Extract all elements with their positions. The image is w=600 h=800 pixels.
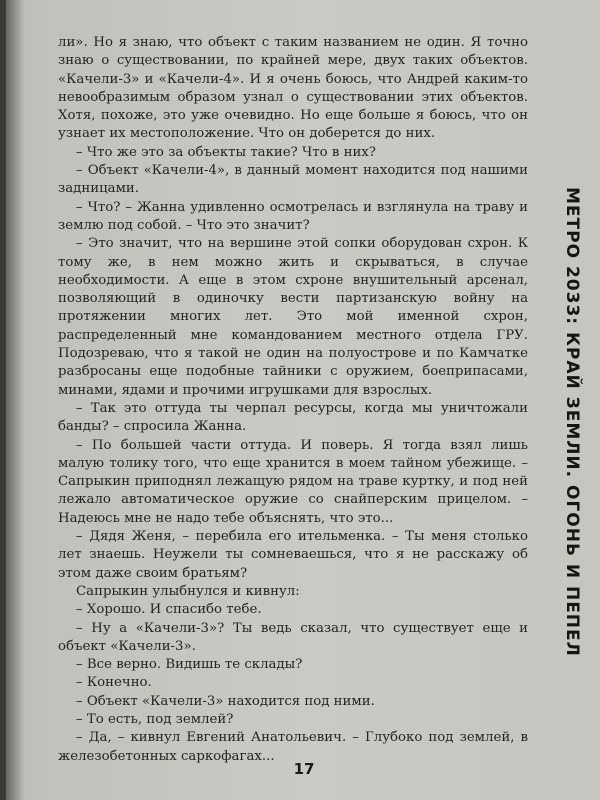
paragraph: – Объект «Качели-4», в данный момент находится под нашими задницами. [58,163,528,197]
paragraph: – Конечно. [76,675,152,691]
book-page [6,0,600,800]
spine-shadow [6,0,24,800]
paragraph: – Дядя Женя, – перебила его ительменка. – Ты меня столько лет знаешь. Неужели ты сомневаешься, что я не расскажу об этом даже своим братьям? [58,529,528,581]
paragraph: – Объект «Качели-3» находится под ними. [76,693,375,709]
paragraph: – Это значит, что на вершине этой сопки оборудован схрон. К тому же, в нем можно жить и скрываться, в случае необходимости. А еще в этом схроне внушительный арсенал, позволяющий в одиночку вести партизанскую войну на протяжении многих лет. Это мой именной схрон, распределенный мне командованием местного отдела ГРУ. Подозреваю, что я такой не один на полуострове и по Камчатке разбросаны еще подобные тайники с оружием, боеприпасами, минами, ядами и прочими игрушками для взрослых. [58,236,528,398]
page-number: 17 [293,760,315,778]
paragraph: – Хорошо. И спасибо тебе. [76,602,262,618]
paragraph: – Что же это за объекты такие? Что в них? [76,144,376,160]
paragraph: – Да, – кивнул Евгений Анатольевич. – Глубоко под землей, в железобетонных саркофагах... [58,730,528,764]
paragraph: – Ну а «Качели-3»? Ты ведь сказал, что существует еще и объект «Качели-3». [58,620,528,654]
paragraph: – Так это оттуда ты черпал ресурсы, когда мы уничтожали банды? – спросила Жанна. [58,400,528,435]
paragraph: – Все верно. Видишь те склады? [76,657,303,673]
paragraph: – То есть, под землей? [76,711,234,727]
body-text [58,34,528,766]
running-title: МЕТРО 2033: КРАЙ ЗЕМЛИ. ОГОНЬ И ПЕПЕЛ [562,187,582,657]
paragraph: – По большей части оттуда. И поверь. Я тогда взял лишь малую толику того, что еще хранится в моем тайном убежище. – Сапрыкин приподнял лежащую рядом на траве куртку, и под ней лежало автоматическое оружие со снайперским прицелом. – Надеюсь мне не надо тебе объяснять, что это... [58,437,528,526]
paragraph: ли». Но я знаю, что объект с таким названием не один. Я точно знаю о существовании, по крайней мере, двух таких объектов. «Качели-3» и «Качели-4». И я очень боюсь, что Андрей каким-то невообразимым образом узнал о существовании этих объектов. Хотя, похоже, это уже очевидно. Но еще больше я боюсь, что он узнает их местоположение. Что он доберется до них. [58,35,528,142]
paragraph: Сапрыкин улыбнулся и кивнул: [76,583,300,599]
paragraph: – Что? – Жанна удивленно осмотрелась и взглянула на траву и землю под собой. – Что это значит? [58,199,528,233]
